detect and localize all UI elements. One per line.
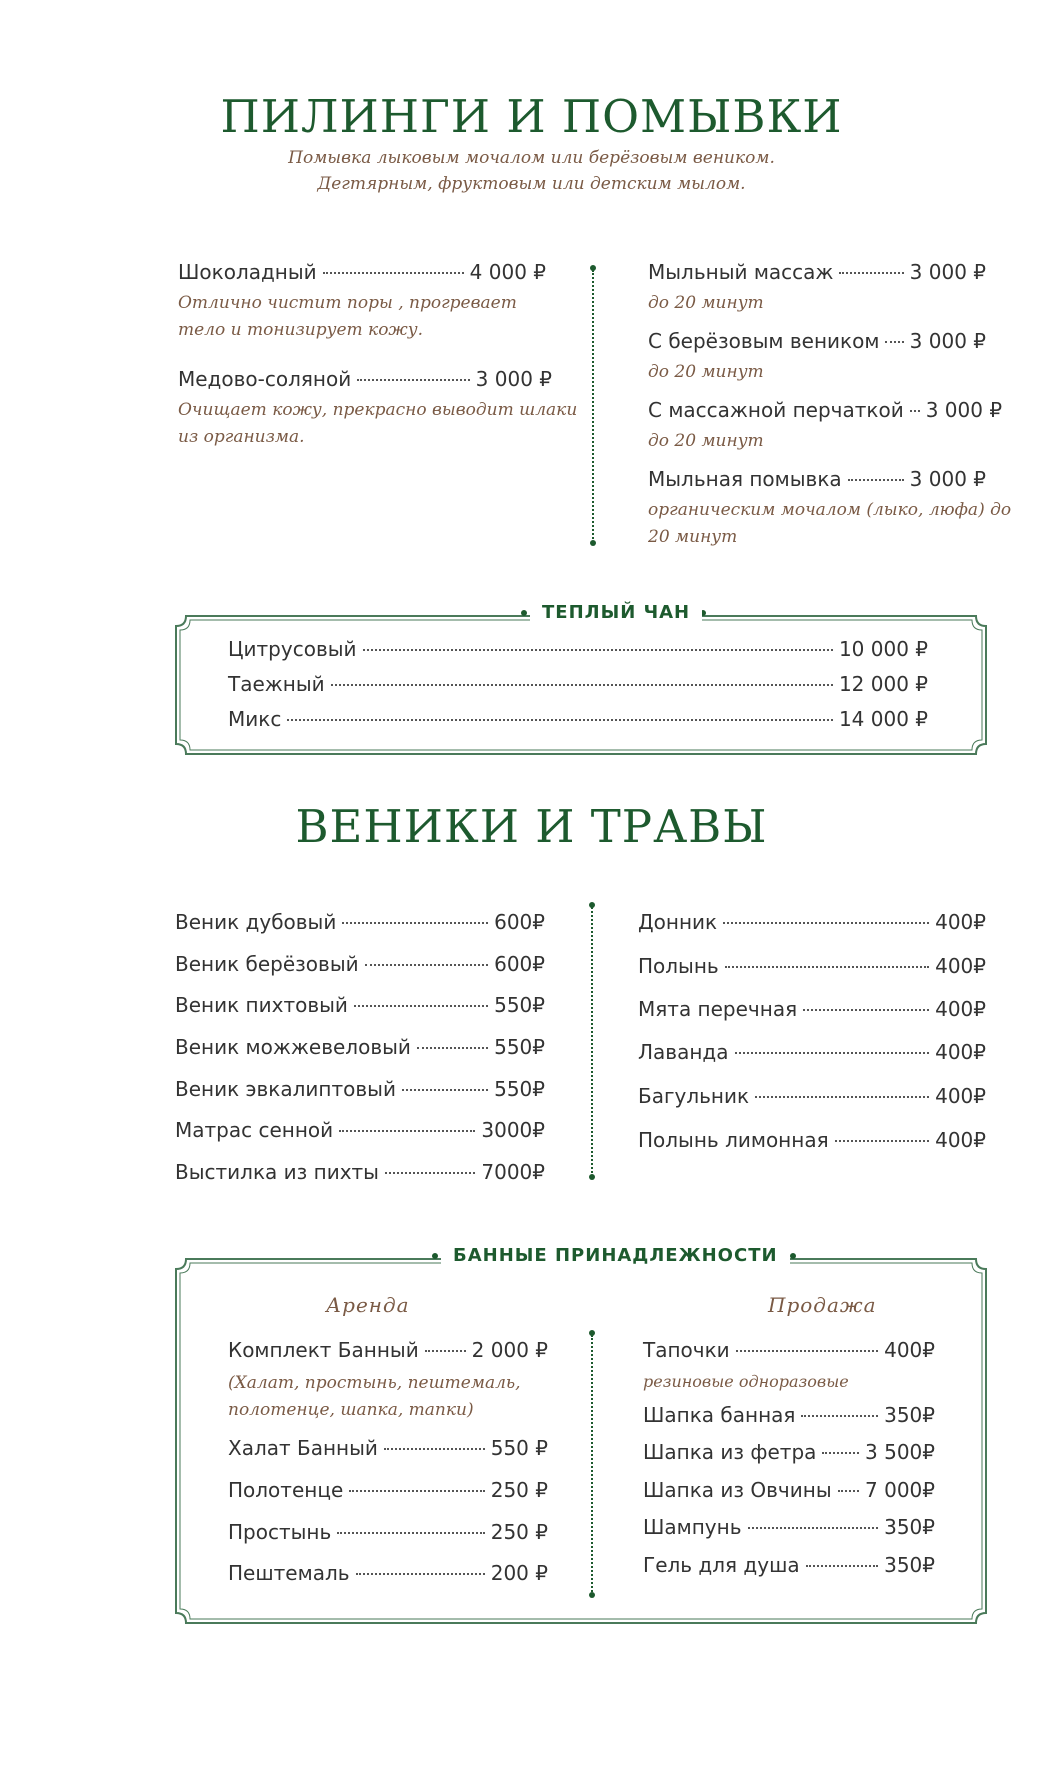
item-price: 550₽ bbox=[494, 993, 545, 1017]
item-price: 400₽ bbox=[935, 910, 986, 934]
menu-item bbox=[643, 1403, 935, 1427]
item-price: 7 000₽ bbox=[865, 1478, 935, 1502]
item-name: Простынь bbox=[228, 1520, 332, 1544]
menu-item bbox=[643, 1515, 935, 1539]
peeling-title: ПИЛИНГИ И ПОМЫВКИ bbox=[220, 90, 843, 143]
item-description bbox=[178, 290, 517, 344]
menu-item bbox=[228, 1338, 548, 1362]
leader-dots bbox=[363, 649, 833, 651]
menu-item bbox=[638, 954, 986, 978]
menu-item bbox=[648, 329, 986, 353]
description-line: Очищает кожу, прекрасно выводит шлаки bbox=[178, 400, 578, 420]
column-divider bbox=[591, 907, 593, 1177]
item-price: 250 ₽ bbox=[490, 1478, 548, 1502]
leader-dots bbox=[848, 479, 904, 481]
leader-dots bbox=[735, 1052, 930, 1054]
item-price: 550 ₽ bbox=[490, 1436, 548, 1460]
item-name: Медово-соляной bbox=[178, 367, 352, 391]
menu-item bbox=[228, 1436, 548, 1460]
menu-item bbox=[643, 1478, 935, 1502]
item-name: Гель для душа bbox=[643, 1553, 800, 1577]
menu-item bbox=[638, 997, 986, 1021]
item-description: до 20 минут bbox=[648, 431, 764, 451]
item-price: 12 000 ₽ bbox=[838, 672, 928, 696]
item-name: Мыльный массаж bbox=[648, 260, 834, 284]
menu-item bbox=[178, 260, 546, 284]
menu-item bbox=[638, 910, 986, 934]
leader-dots bbox=[910, 410, 920, 412]
menu-item bbox=[638, 1040, 986, 1064]
item-price: 350₽ bbox=[884, 1403, 935, 1427]
item-name: Шапка из Овчины bbox=[643, 1478, 832, 1502]
item-name: Шампунь bbox=[643, 1515, 742, 1539]
menu-item bbox=[228, 1478, 548, 1502]
item-name: Халат Банный bbox=[228, 1436, 378, 1460]
item-name: Цитрусовый bbox=[228, 637, 357, 661]
peeling-subtitle-line2: Дегтярным, фруктовым или детским мылом. bbox=[317, 174, 746, 194]
item-price: 3 500₽ bbox=[865, 1440, 935, 1464]
item-description bbox=[178, 397, 577, 451]
item-price: 350₽ bbox=[884, 1515, 935, 1539]
leader-dots bbox=[806, 1565, 878, 1567]
leader-dots bbox=[839, 272, 903, 274]
item-price: 3 000 ₽ bbox=[909, 329, 986, 353]
item-price: 400₽ bbox=[935, 997, 986, 1021]
leader-dots bbox=[339, 1130, 475, 1132]
warm-vat-label: ТЕПЛЫЙ ЧАН bbox=[530, 602, 702, 623]
menu-item bbox=[648, 467, 986, 491]
leader-dots bbox=[402, 1089, 488, 1091]
leader-dots bbox=[385, 1172, 475, 1174]
leader-dots bbox=[755, 1096, 929, 1098]
item-name: Таежный bbox=[228, 672, 325, 696]
item-price: 400₽ bbox=[884, 1338, 935, 1362]
item-price: 600₽ bbox=[494, 910, 545, 934]
item-description bbox=[648, 497, 1011, 551]
leader-dots bbox=[354, 1005, 488, 1007]
rent-heading: Аренда bbox=[326, 1293, 410, 1317]
item-price: 250 ₽ bbox=[490, 1520, 548, 1544]
menu-item bbox=[643, 1338, 935, 1362]
item-description: до 20 минут bbox=[648, 362, 764, 382]
item-name: Веник пихтовый bbox=[175, 993, 348, 1017]
item-name: Шапка банная bbox=[643, 1403, 796, 1427]
item-description bbox=[228, 1370, 521, 1424]
description-line: Отлично чистит поры , прогревает bbox=[178, 293, 517, 313]
item-name: Полынь лимонная bbox=[638, 1128, 829, 1152]
item-price: 200 ₽ bbox=[490, 1561, 548, 1585]
menu-item bbox=[175, 1035, 545, 1059]
item-price: 350₽ bbox=[884, 1553, 935, 1577]
item-price: 3 000 ₽ bbox=[909, 260, 986, 284]
item-price: 14 000 ₽ bbox=[838, 707, 928, 731]
sale-heading: Продажа bbox=[768, 1293, 877, 1317]
item-description: резиновые одноразовые bbox=[643, 1372, 849, 1391]
item-name: Матрас сенной bbox=[175, 1118, 334, 1142]
item-name: Веник можжевеловый bbox=[175, 1035, 411, 1059]
column-divider bbox=[591, 1335, 593, 1595]
leader-dots bbox=[736, 1350, 878, 1352]
item-name: Мыльная помывка bbox=[648, 467, 842, 491]
item-name: Мята перечная bbox=[638, 997, 798, 1021]
menu-item bbox=[175, 1160, 545, 1184]
item-name: Шапка из фетра bbox=[643, 1440, 817, 1464]
item-name: Веник эвкалиптовый bbox=[175, 1077, 396, 1101]
label-dot-right bbox=[790, 1253, 796, 1259]
item-price: 550₽ bbox=[494, 1077, 545, 1101]
item-price: 10 000 ₽ bbox=[838, 637, 928, 661]
menu-item bbox=[638, 1084, 986, 1108]
menu-item bbox=[228, 672, 928, 696]
description-line: тело и тонизирует кожу. bbox=[178, 320, 424, 340]
leader-dots bbox=[287, 719, 833, 721]
description-line: (Халат, простынь, пештемаль, bbox=[228, 1373, 521, 1393]
brooms-title: ВЕНИКИ И ТРАВЫ bbox=[295, 800, 768, 853]
leader-dots bbox=[425, 1350, 466, 1352]
item-name: Тапочки bbox=[643, 1338, 730, 1362]
divider-dot bbox=[589, 1174, 595, 1180]
menu-item bbox=[643, 1440, 935, 1464]
item-name: Выстилка из пихты bbox=[175, 1160, 379, 1184]
menu-item bbox=[175, 993, 545, 1017]
menu-item bbox=[228, 707, 928, 731]
menu-item bbox=[228, 637, 928, 661]
leader-dots bbox=[331, 684, 833, 686]
item-name: Полотенце bbox=[228, 1478, 344, 1502]
item-name: Полынь bbox=[638, 954, 719, 978]
item-price: 4 000 ₽ bbox=[469, 260, 546, 284]
menu-item bbox=[178, 367, 552, 391]
menu-item bbox=[648, 398, 1003, 422]
item-price: 3 000 ₽ bbox=[909, 467, 986, 491]
menu-item bbox=[638, 1128, 986, 1152]
menu-item bbox=[648, 260, 986, 284]
item-name: Веник дубовый bbox=[175, 910, 337, 934]
leader-dots bbox=[723, 922, 929, 924]
leader-dots bbox=[337, 1532, 484, 1534]
leader-dots bbox=[725, 966, 929, 968]
item-name: Комплект Банный bbox=[228, 1338, 419, 1362]
leader-dots bbox=[803, 1009, 929, 1011]
description-line: 20 минут bbox=[648, 527, 738, 547]
label-dot-left bbox=[432, 1253, 438, 1259]
leader-dots bbox=[323, 272, 464, 274]
item-price: 550₽ bbox=[494, 1035, 545, 1059]
item-price: 2 000 ₽ bbox=[471, 1338, 548, 1362]
item-price: 400₽ bbox=[935, 1084, 986, 1108]
menu-item bbox=[175, 1077, 545, 1101]
leader-dots bbox=[357, 379, 469, 381]
menu-item bbox=[228, 1520, 548, 1544]
item-name: Шоколадный bbox=[178, 260, 317, 284]
item-price: 400₽ bbox=[935, 954, 986, 978]
item-price: 600₽ bbox=[494, 952, 545, 976]
item-price: 7000₽ bbox=[481, 1160, 545, 1184]
accessories-label: БАННЫЕ ПРИНАДЛЕЖНОСТИ bbox=[441, 1245, 790, 1266]
menu-item bbox=[643, 1553, 935, 1577]
menu-item bbox=[228, 1561, 548, 1585]
leader-dots bbox=[384, 1448, 485, 1450]
leader-dots bbox=[365, 964, 488, 966]
item-name: Веник берёзовый bbox=[175, 952, 359, 976]
description-line: полотенце, шапка, тапки) bbox=[228, 1400, 474, 1420]
divider-dot bbox=[589, 1592, 595, 1598]
menu-item bbox=[175, 1118, 545, 1142]
item-name: Пештемаль bbox=[228, 1561, 350, 1585]
leader-dots bbox=[835, 1140, 929, 1142]
item-name: Донник bbox=[638, 910, 718, 934]
item-name: С массажной перчаткой bbox=[648, 398, 904, 422]
description-line: органическим мочалом (лыко, люфа) до bbox=[648, 500, 1012, 520]
item-name: Лаванда bbox=[638, 1040, 729, 1064]
description-line: из организма. bbox=[178, 427, 305, 447]
item-name: Микс bbox=[228, 707, 282, 731]
leader-dots bbox=[838, 1490, 859, 1492]
menu-item bbox=[175, 952, 545, 976]
leader-dots bbox=[356, 1573, 485, 1575]
item-price: 3 000 ₽ bbox=[925, 398, 1003, 422]
leader-dots bbox=[801, 1415, 878, 1417]
label-dot-left bbox=[521, 610, 527, 616]
leader-dots bbox=[885, 341, 903, 343]
leader-dots bbox=[417, 1047, 488, 1049]
leader-dots bbox=[349, 1490, 484, 1492]
menu-item bbox=[175, 910, 545, 934]
item-price: 400₽ bbox=[935, 1128, 986, 1152]
divider-dot bbox=[590, 540, 596, 546]
leader-dots bbox=[342, 922, 488, 924]
item-price: 3000₽ bbox=[481, 1118, 545, 1142]
column-divider bbox=[592, 270, 594, 543]
peeling-subtitle-line1: Помывка лыковым мочалом или берёзовым веником. bbox=[288, 148, 775, 168]
item-price: 400₽ bbox=[935, 1040, 986, 1064]
leader-dots bbox=[748, 1527, 879, 1529]
item-price: 3 000 ₽ bbox=[475, 367, 552, 391]
item-name: С берёзовым веником bbox=[648, 329, 880, 353]
item-name: Багульник bbox=[638, 1084, 750, 1108]
item-description: до 20 минут bbox=[648, 293, 764, 313]
leader-dots bbox=[822, 1452, 859, 1454]
